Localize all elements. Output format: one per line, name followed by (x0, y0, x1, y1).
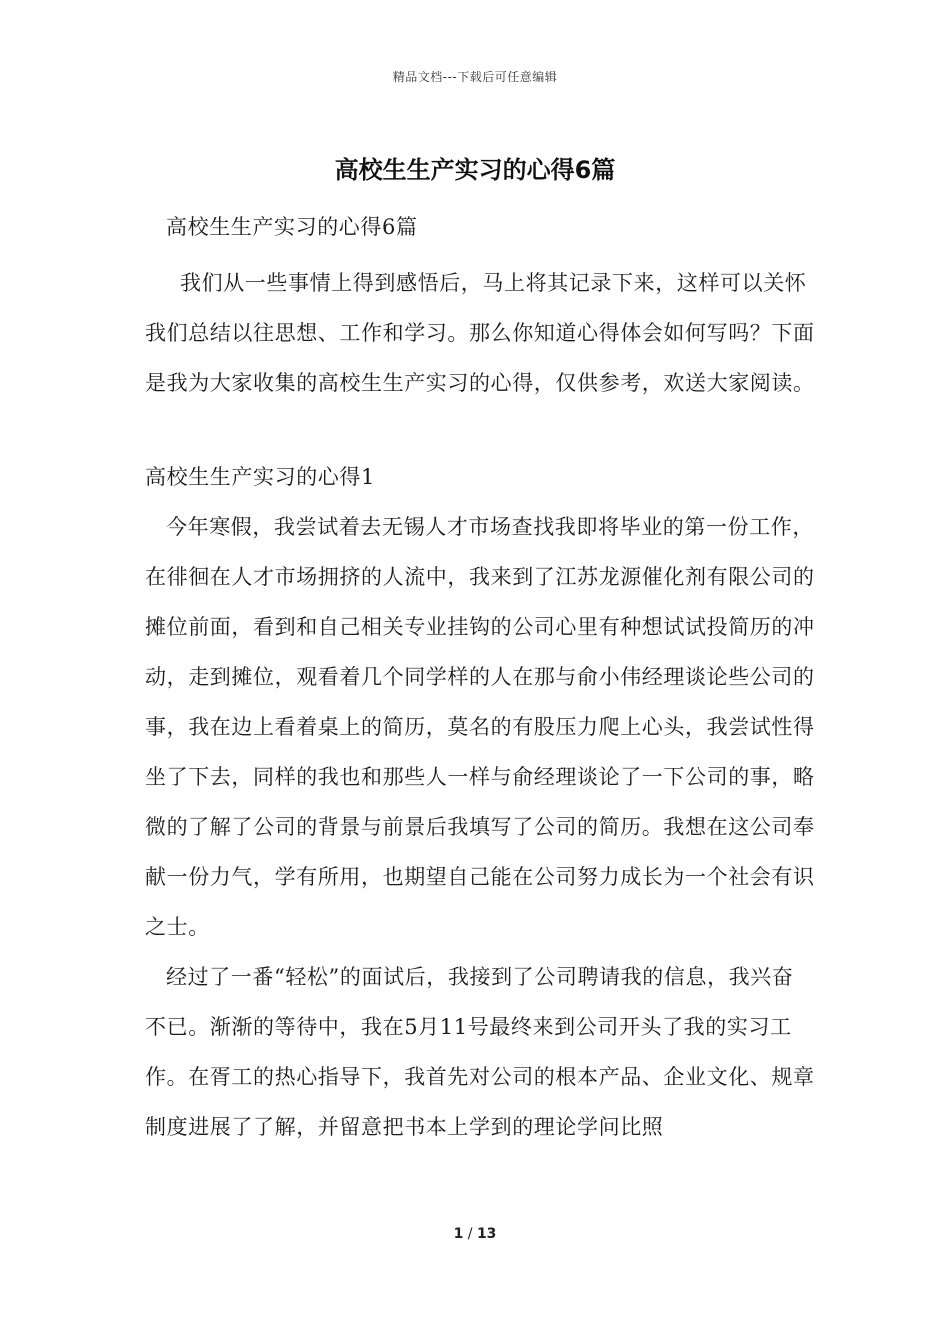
document-subtitle: 高校生生产实习的心得6篇 (166, 215, 418, 239)
intro-paragraph: 我们从一些事情上得到感悟后，马上将其记录下来，这样可以关怀我们总结以往思想、工作和学习。那么你知道心得体会如何写吗？下面是我为大家收集的高校生生产实习的心得，仅供参考，欢送大家阅读。 (145, 271, 815, 395)
body-paragraph-1: 今年寒假，我尝试着去无锡人才市场查找我即将毕业的第一份工作，在徘徊在人才市场拥挤的人流中，我来到了江苏龙源催化剂有限公司的摊位前面，看到和自己相关专业挂钩的公司心里有种想试试投简历的冲动，走到摊位，观看着几个同学样的人在那与俞小伟经理谈论些公司的事，我在边上看着桌上的简历，莫名的有股压力爬上心头，我尝试性得坐了下去，同样的我也和那些人一样与俞经理谈论了一下公司的事，略微的了解了公司的背景与前景后我填写了公司的简历。我想在这公司奉献一份力气，学有所用，也期望自己能在公司努力成长为一个社会有识之士。 (145, 515, 815, 939)
page-separator: / (467, 1226, 473, 1242)
page-current: 1 (453, 1226, 464, 1242)
section-heading: 高校生生产实习的心得1 (145, 465, 375, 489)
document-title: 高校生生产实习的心得6篇 (334, 156, 616, 184)
document-header-note: 精品文档---下载后可任意编辑 (392, 70, 558, 84)
document-body (145, 202, 815, 1152)
page-total: 13 (476, 1226, 497, 1242)
body-paragraph-2: 经过了一番“轻松”的面试后，我接到了公司聘请我的信息，我兴奋不已。渐渐的等待中，我在5月11号最终来到公司开头了我的实习工作。在胥工的热心指导下，我首先对公司的根本产品、企业文化、规章制度进展了了解，并留意把书本上学到的理论学问比照 (145, 965, 815, 1139)
page-number (0, 1226, 950, 1242)
